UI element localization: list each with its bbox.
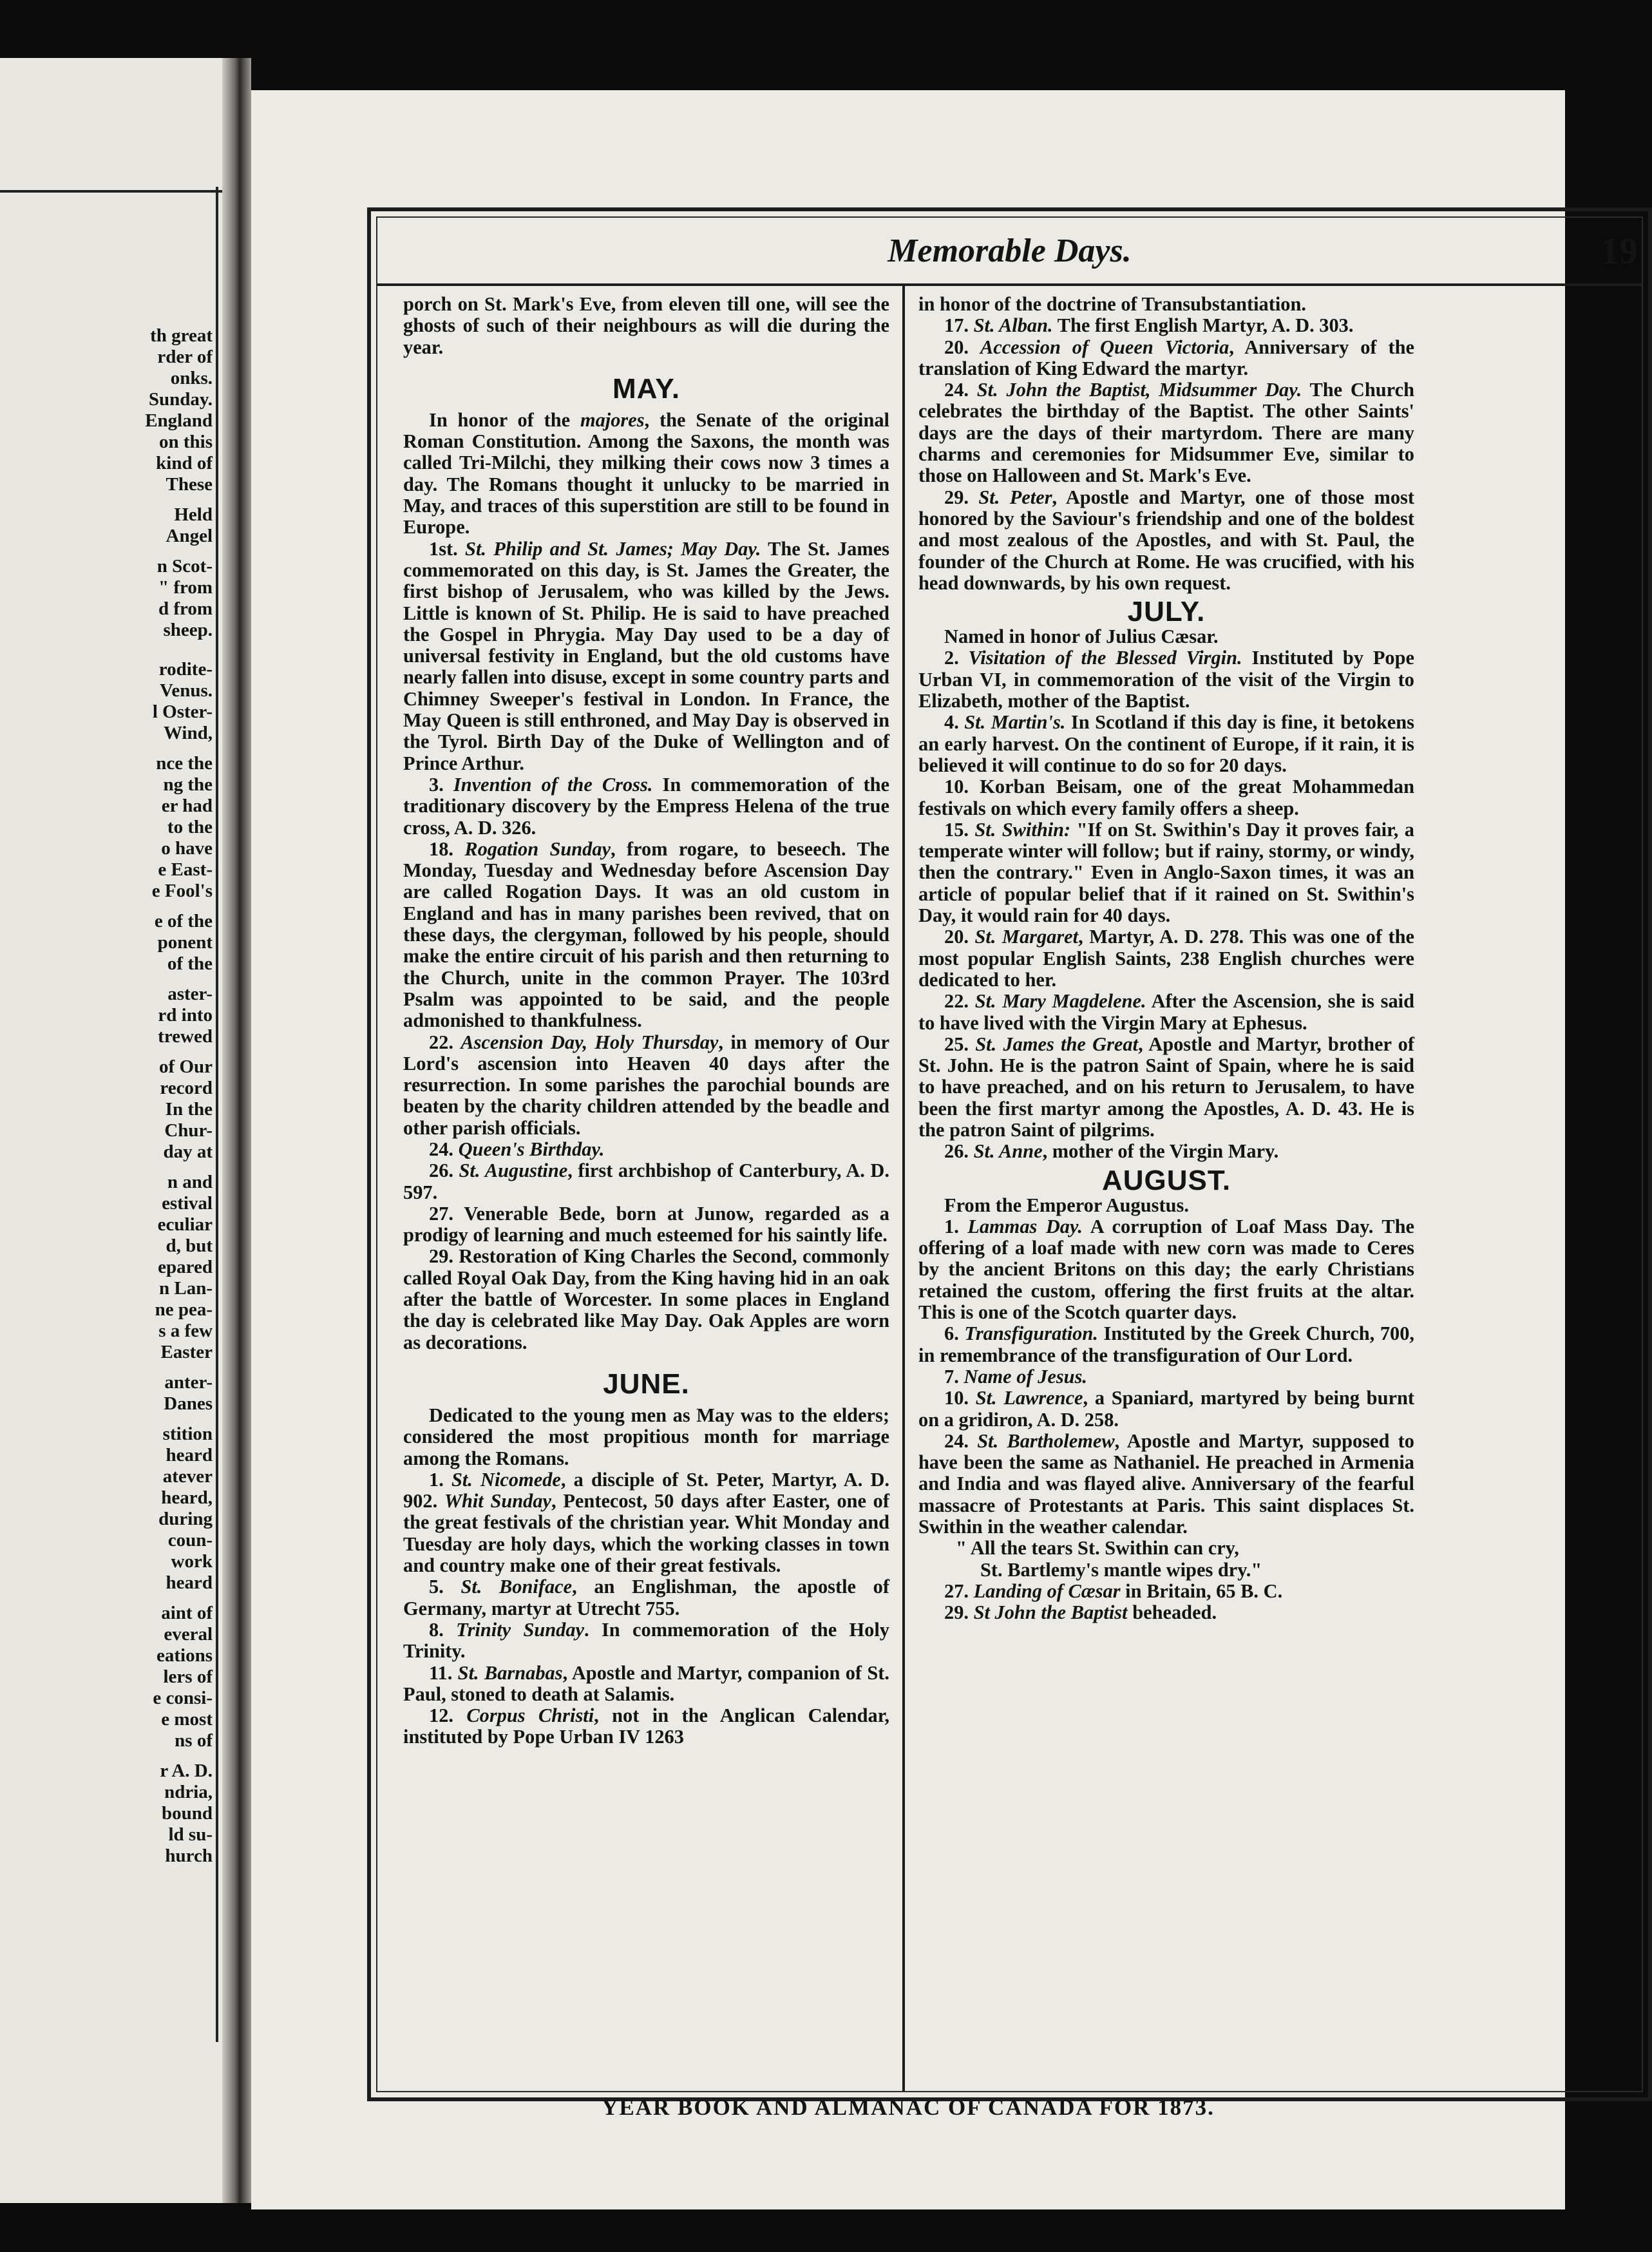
- entry: 29. St. Peter, Apostle and Martyr, one of those most honored by the Saviour's friendship and one of the boldest and most zealous of the Apostles, and with St. Paul, the founder of the Church at Rome. He was crucified, with his head downwards, by his own request.: [918, 486, 1414, 594]
- fragment-line: [0, 495, 213, 504]
- verse-line: " All the tears St. Swithin can cry,: [956, 1537, 1239, 1560]
- entry: 26. St. Anne, mother of the Virgin Mary.: [944, 1140, 1279, 1163]
- fragment-line: rder of: [157, 347, 213, 367]
- entry: 24. Queen's Birthday.: [429, 1138, 605, 1160]
- fragment-line: ns of: [175, 1730, 213, 1751]
- entry: 27. Venerable Bede, born at Junow, regarded as a prodigy of learning and much esteemed for his saintly life.: [403, 1202, 889, 1246]
- fragment-line: aint of: [161, 1603, 213, 1623]
- fragment-line: bound: [161, 1803, 213, 1824]
- fragment-line: everal: [164, 1624, 213, 1645]
- page-header: [377, 218, 1642, 286]
- book-gutter: [222, 58, 251, 2203]
- fragment-line: [0, 1751, 213, 1761]
- entry: 20. St. Margaret, Martyr, A. D. 278. This was one of the most popular English Saints, 238 English churches were dedicated to her.: [918, 926, 1414, 991]
- fragment-line: record: [160, 1078, 213, 1098]
- fragment-line: rodite-: [158, 659, 213, 680]
- entry: 6. Transfiguration. Instituted by the Greek Church, 700, in remembrance of the transfiguration of Our Lord.: [918, 1322, 1414, 1366]
- entry: 22. St. Mary Magdelene. After the Ascension, she is said to have lived with the Virgin Mary at Ephesus.: [918, 990, 1414, 1034]
- fragment-line: anter-: [164, 1372, 213, 1393]
- fragment-line: e Fool's: [151, 881, 213, 901]
- fragment-line: [0, 650, 213, 659]
- fragment-line: Angel: [166, 526, 213, 546]
- previous-page-text: [0, 325, 213, 1867]
- almanac-page: [251, 90, 1638, 2209]
- entry: 27. Landing of Cæsar in Britain, 65 B. C.: [944, 1579, 1283, 1602]
- fragment-line: Wind,: [163, 723, 213, 743]
- fragment-line: In the: [165, 1099, 213, 1120]
- paragraph: From the Emperor Augustus.: [944, 1194, 1189, 1216]
- fragment-line: " from: [158, 577, 213, 598]
- fragment-line: [0, 547, 213, 556]
- fragment-line: [0, 744, 213, 753]
- entry: 24. St. Bartholemew, Apostle and Martyr, supposed to have been the same as Nathaniel. He preached in Armenia and India and was flayed alive. Anniversary of the fearful massacre of Protestants at Paris. This saint displaces St. Swithin in the weather calendar.: [918, 1429, 1414, 1538]
- heading-august: AUGUST.: [1101, 1164, 1231, 1196]
- fragment-line: ld su-: [168, 1824, 213, 1845]
- fragment-line: Danes: [164, 1393, 213, 1414]
- fragment-line: d, but: [166, 1236, 213, 1256]
- fragment-line: heard: [166, 1572, 213, 1593]
- fragment-line: of Our: [159, 1056, 213, 1077]
- fragment-line: stition: [162, 1424, 213, 1444]
- fragment-line: e consi-: [153, 1688, 213, 1708]
- right-column: [918, 294, 1414, 1624]
- entry: 24. St. John the Baptist, Midsummer Day. The Church celebrates the birthday of the Baptist. The other Saints' days are the days of their martyrdom. There are many charms and ceremonies for Midsummer Eve, similar to those on Halloween and St. Mark's Eve.: [918, 379, 1414, 487]
- fragment-line: eculiar: [157, 1214, 213, 1235]
- paragraph: Dedicated to the young men as May was to the elders; considered the most propitious month for marriage among the Romans.: [403, 1404, 889, 1469]
- page-number: 19: [1600, 230, 1638, 272]
- fragment-line: of the: [167, 953, 213, 974]
- fragment-line: ng the: [163, 774, 213, 795]
- fragment-line: r A. D.: [160, 1761, 213, 1781]
- fragment-line: Sunday.: [148, 389, 213, 410]
- fragment-line: nce the: [156, 753, 213, 774]
- fragment-line: s a few: [158, 1321, 213, 1341]
- verse-line: St. Bartlemy's mantle wipes dry.": [980, 1558, 1262, 1581]
- entry: 10. Korban Beisam, one of the great Mohammedan festivals on which every family offers a sheep.: [918, 776, 1414, 819]
- entry: 5. St. Boniface, an Englishman, the apostle of Germany, martyr at Utrecht 755.: [403, 1576, 889, 1619]
- fragment-line: work: [171, 1551, 213, 1572]
- entry: 4. St. Martin's. In Scotland if this day is fine, it betokens an early harvest. On the continent of Europe, if it rain, it is believed it will continue to do so for 20 days.: [918, 711, 1415, 776]
- fragment-line: sheep.: [163, 620, 213, 640]
- fragment-line: th great: [150, 325, 213, 346]
- entry: 22. Ascension Day, Holy Thursday, in memory of Our Lord's ascension into Heaven 40 days after the resurrection. In some parishes the parochial bounds are beaten by the charity children attended by the beadle and other parish officials.: [403, 1031, 889, 1139]
- fragment-line: n Lan-: [158, 1278, 213, 1299]
- fragment-line: hurch: [165, 1846, 213, 1866]
- entry: 1st. St. Philip and St. James; May Day. The St. James commemorated on this day, is St. James the Greater, the first bishop of Jerusalem, who was killed by the Jews. Little is known of St. Philip. He is said to have preached the Gospel in Phrygia. May Day used to be a day of universal festivity in England, but the old customs have nearly fallen into disuse, except in some country parts and Chimney Sweeper's festival in London. In France, the May Queen is still enthroned, and May Day is observed in the Tyrol. Birth Day of the Duke of Wellington and of Prince Arthur.: [403, 537, 889, 774]
- fragment-line: estival: [162, 1193, 213, 1214]
- paragraph: Named in honor of Julius Cæsar.: [944, 625, 1219, 648]
- heading-july: JULY.: [1127, 596, 1206, 628]
- entry: 11. St. Barnabas, Apostle and Martyr, companion of St. Paul, stoned to death at Salamis.: [403, 1661, 889, 1705]
- paragraph: In honor of the majores, the Senate of the original Roman Constitution. Among the Saxons, the month was called Tri-Milchi, they milking their cows now 3 times a day. The Romans thought it unlucky to be married in May, and traces of this superstition are still to be found in Europe.: [403, 408, 889, 539]
- fragment-line: atever: [162, 1466, 213, 1487]
- entry: 1. St. Nicomede, a disciple of St. Peter, Martyr, A. D. 902. Whit Sunday, Pentecost, 50 days after Easter, one of the great festivals of the christian year. Whit Monday and Tuesday are holy days, which the working classes in town and country make one of their great festivals.: [403, 1468, 889, 1577]
- entry: 25. St. James the Great, Apostle and Martyr, brother of St. John. He is the patron Saint of Spain, where he is said to have preached, and on his return to Jerusalem, to have been the first martyr among the Apostles, A. D. 43. He is the patron Saint of pilgrims.: [918, 1033, 1414, 1141]
- paragraph: porch on St. Mark's Eve, from eleven till one, will see the ghosts of such of their neighbours as will die during the year.: [403, 293, 889, 358]
- fragment-line: ne pea-: [155, 1299, 213, 1320]
- column-divider: [902, 285, 905, 2091]
- entry: 26. St. Augustine, first archbishop of Canterbury, A. D. 597.: [403, 1159, 889, 1203]
- entry: 10. St. Lawrence, a Spaniard, martyred by being burnt on a gridiron, A. D. 258.: [918, 1387, 1414, 1431]
- fragment-line: [0, 1163, 213, 1172]
- fragment-line: heard,: [161, 1487, 213, 1508]
- entry: 29. Restoration of King Charles the Second, commonly called Royal Oak Day, from the King having hid in an oak after the battle of Worcester. In some places in England the day is celebrated like May Day. Oak Apples are worn as decorations.: [403, 1245, 889, 1353]
- fragment-line: [0, 641, 213, 650]
- entry: 29. St John the Baptist beheaded.: [944, 1601, 1217, 1624]
- fragment-line: eations: [157, 1645, 213, 1666]
- fragment-line: rd into: [158, 1005, 213, 1026]
- page-footer: YEAR BOOK AND ALMANAC OF CANADA FOR 1873.: [602, 2095, 1215, 2120]
- entry: 20. Accession of Queen Victoria, Anniversary of the translation of King Edward the martyr.: [918, 336, 1414, 379]
- fragment-line: n Scot-: [157, 556, 213, 577]
- fragment-line: onks.: [170, 368, 213, 388]
- fragment-line: l Oster-: [152, 701, 213, 722]
- entry: 2. Visitation of the Blessed Virgin. Instituted by Pope Urban VI, in commemoration of the visit of the Virgin to Elizabeth, mother of the Baptist.: [918, 647, 1415, 712]
- fragment-line: kind of: [156, 453, 213, 473]
- fragment-line: England: [145, 410, 213, 431]
- fragment-line: ndria,: [164, 1782, 213, 1802]
- heading-june: JUNE.: [603, 1368, 690, 1400]
- fragment-line: [0, 1047, 213, 1056]
- paragraph: in honor of the doctrine of Transubstantiation.: [918, 293, 1306, 315]
- fragment-line: coun-: [167, 1530, 213, 1551]
- fragment-line: lers of: [163, 1666, 213, 1687]
- top-rule: [0, 190, 222, 193]
- fragment-line: n and: [167, 1172, 213, 1192]
- fragment-line: [0, 1594, 213, 1603]
- fragment-line: aster-: [167, 984, 213, 1004]
- entry: 3. Invention of the Cross. In commemoration of the traditionary discovery by the Empress Helena of the true cross, A. D. 326.: [403, 773, 889, 839]
- entry: 12. Corpus Christi, not in the Anglican Calendar, instituted by Pope Urban IV 1263: [403, 1704, 889, 1748]
- entry: 8. Trinity Sunday. In commemoration of the Holy Trinity.: [403, 1618, 890, 1663]
- fragment-line: e East-: [158, 859, 213, 880]
- entry: 18. Rogation Sunday, from rogare, to beseech. The Monday, Tuesday and Wednesday before Ascension Day are called Rogation Days. It was an old custom in England and has in many parishes been revived, that on these days, the clergyman, followed by his people, should make the entire circuit of his parish and then returning to the Church, unite in the common Prayer. The 103rd Psalm was appointed to be said, and the people admonished to thankfulness.: [403, 837, 889, 1032]
- entry: 15. St. Swithin: "If on St. Swithin's Day it proves fair, a temperate winter will follow; but if rainy, stormy, or windy, then the contrary." Even in Anglo-Saxon times, it was an article of popular belief that if it rained on St. Swithin's Day, it would rain for 40 days.: [918, 818, 1415, 927]
- fragment-line: Chur-: [164, 1120, 213, 1141]
- previous-page-fragment: [0, 58, 222, 2203]
- fragment-line: er had: [161, 796, 213, 816]
- entry: 7. Name of Jesus.: [944, 1365, 1088, 1388]
- fragment-line: during: [158, 1509, 213, 1529]
- fragment-line: Venus.: [160, 680, 213, 701]
- left-column: [403, 294, 889, 1748]
- fragment-line: ponent: [157, 932, 213, 953]
- fragment-line: e of the: [154, 911, 213, 931]
- entry: 1. Lammas Day. A corruption of Loaf Mass Day. The offering of a loaf made with new corn was made to Ceres by the ancient Britons on this day; the early Christians retained the custom, offering the first fruits at the altar. This is one of the Scotch quarter days.: [918, 1215, 1414, 1324]
- fragment-line: [0, 1363, 213, 1372]
- fragment-line: on this: [158, 432, 213, 452]
- fragment-line: e most: [161, 1709, 213, 1730]
- fragment-line: Held: [174, 504, 213, 525]
- fragment-line: o have: [161, 838, 213, 859]
- heading-may: MAY.: [612, 372, 681, 405]
- fragment-line: heard: [166, 1445, 213, 1465]
- fragment-line: [0, 902, 213, 911]
- fragment-line: These: [166, 474, 213, 495]
- entry: 17. St. Alban. The first English Martyr, A. D. 303.: [944, 314, 1354, 337]
- fragment-line: to the: [167, 817, 213, 837]
- fragment-line: [0, 975, 213, 984]
- fragment-line: day at: [163, 1141, 213, 1162]
- fragment-line: d from: [158, 598, 213, 619]
- fragment-line: Easter: [160, 1342, 213, 1362]
- fragment-line: trewed: [158, 1026, 213, 1047]
- page-title: Memorable Days.: [888, 233, 1132, 269]
- page-frame: [367, 207, 1652, 2101]
- page-frame-inner: [376, 216, 1643, 2092]
- fragment-line: epared: [158, 1257, 213, 1277]
- fragment-line: [0, 1415, 213, 1424]
- column-rule: [216, 187, 218, 2042]
